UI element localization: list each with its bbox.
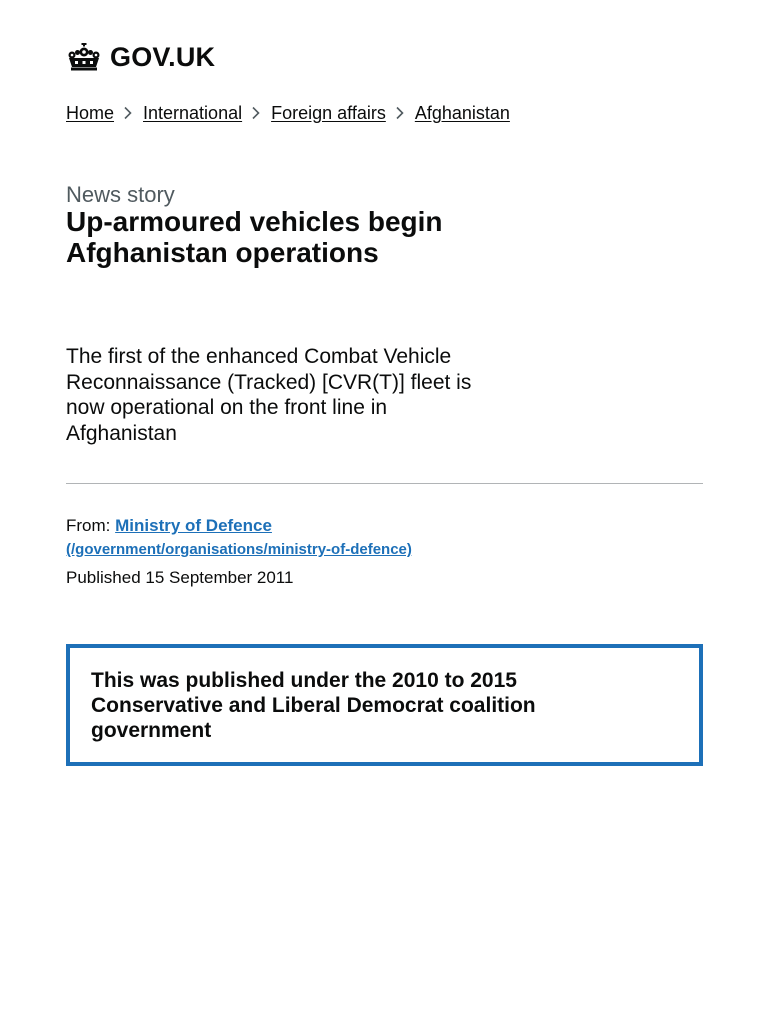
history-notice — [66, 644, 703, 766]
breadcrumb-foreign-affairs[interactable]: Foreign affairs — [271, 103, 386, 123]
gov-uk-logo[interactable]: GOV.UK — [110, 42, 216, 72]
metadata-from — [66, 514, 272, 538]
from-label: From: — [66, 516, 111, 535]
chevron-right-icon — [123, 106, 133, 120]
site-header — [66, 40, 215, 74]
organisation-url[interactable]: (/government/organisations/ministry-of-defence) — [66, 541, 412, 558]
document-type: News story — [66, 182, 175, 207]
breadcrumb — [66, 101, 510, 125]
organisation-link[interactable]: Ministry of Defence — [115, 516, 272, 535]
published-date: Published 15 September 2011 — [66, 568, 294, 587]
breadcrumb-home[interactable]: Home — [66, 103, 115, 123]
breadcrumb-afghanistan[interactable]: Afghanistan — [414, 103, 510, 123]
lead-paragraph: The first of the enhanced Combat Vehicle Reconnaissance (Tracked) [CVR(T)] fleet is now operational on the front line in Afghanistan — [66, 345, 472, 445]
section-divider — [66, 483, 703, 484]
page-title: Up-armoured vehicles begin Afghanistan operations — [66, 206, 443, 268]
breadcrumb-international[interactable]: International — [143, 103, 243, 123]
chevron-right-icon — [251, 106, 261, 120]
history-notice-text: This was published under the 2010 to 2015 Conservative and Liberal Democrat coalition government — [91, 669, 536, 742]
chevron-right-icon — [395, 106, 405, 120]
crown-icon — [66, 43, 102, 71]
